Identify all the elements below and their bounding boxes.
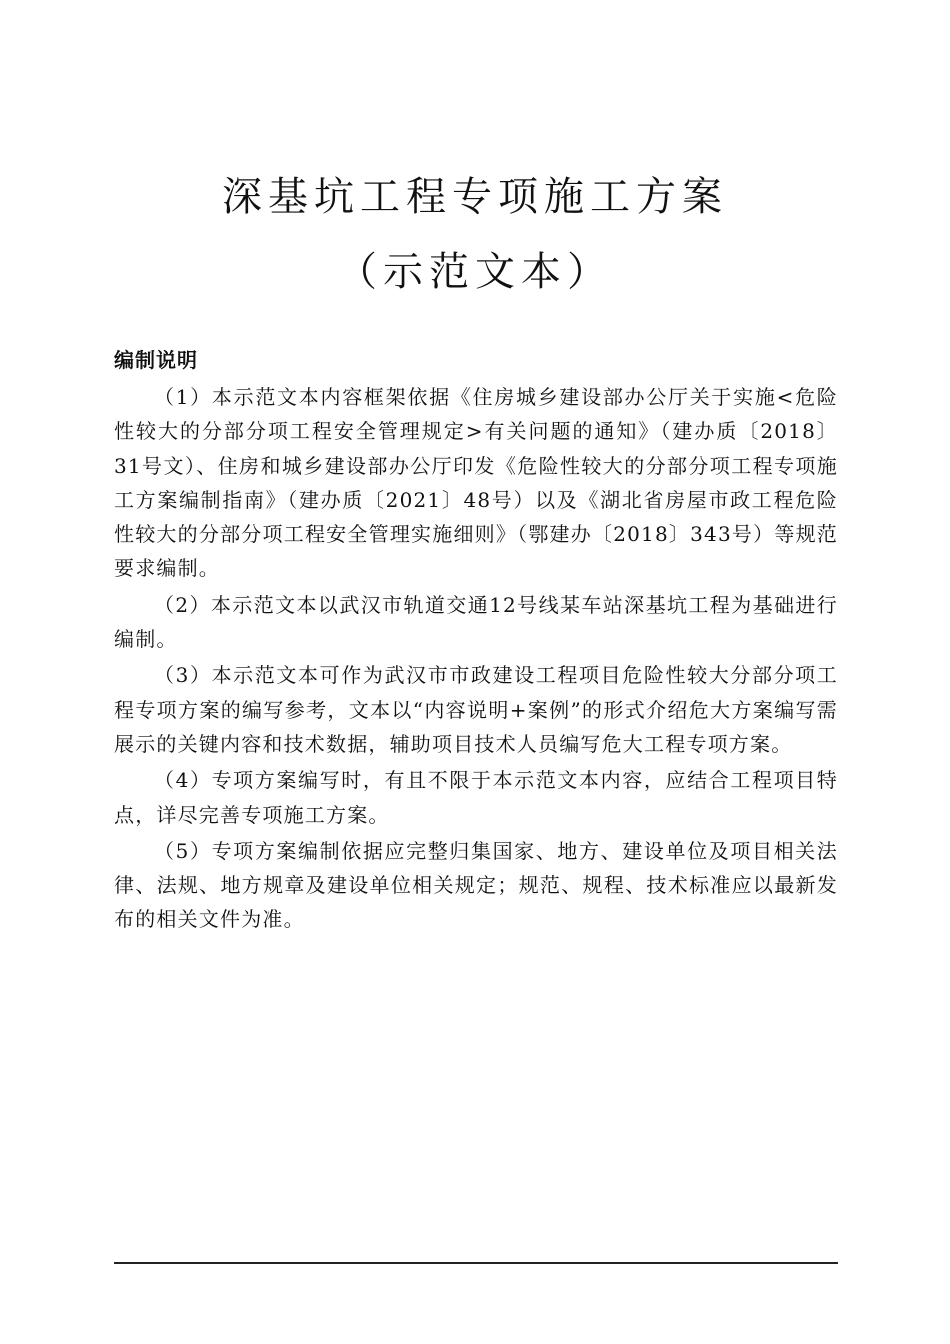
document-subtitle: （示范文本）: [337, 249, 613, 295]
section-heading: 编制说明: [114, 348, 198, 372]
paragraph-4: （4）专项方案编写时，有且不限于本示范文本内容，应结合工程项目特点，详尽完善专项施工方案。: [114, 768, 838, 827]
document-body: [114, 380, 838, 939]
footer-divider: [114, 1262, 838, 1264]
paragraph-1: （1）本示范文本内容框架依据《住房城乡建设部办公厅关于实施<危险性较大的分部分项工程安全管理规定>有关问题的通知》（建办质〔2018〕31号文）、住房和城乡建设部办公厅印发《危险性较大的分部分项工程专项施工方案编制指南》（建办质〔2021〕48号）以及《湖北省房屋市政工程危险性较大的分部分项工程安全管理实施细则》（鄂建办〔2018〕343号）等规范要求编制。: [114, 385, 838, 581]
paragraph-2: （2）本示范文本以武汉市轨道交通12号线某车站深基坑工程为基础进行编制。: [114, 592, 838, 652]
document-title: 深基坑工程专项施工方案: [222, 174, 728, 220]
paragraph-3: （3）本示范文本可作为武汉市市政建设工程项目危险性较大分部分项工程专项方案的编写参考，文本以“内容说明+案例”的形式介绍危大方案编写需展示的关键内容和技术数据，辅助项目技术人员编写危大工程专项方案。: [114, 663, 838, 756]
paragraph-5: （5）专项方案编制依据应完整归集国家、地方、建设单位及项目相关法律、法规、地方规章及建设单位相关规定；规范、规程、技术标准应以最新发布的相关文件为准。: [114, 838, 838, 932]
